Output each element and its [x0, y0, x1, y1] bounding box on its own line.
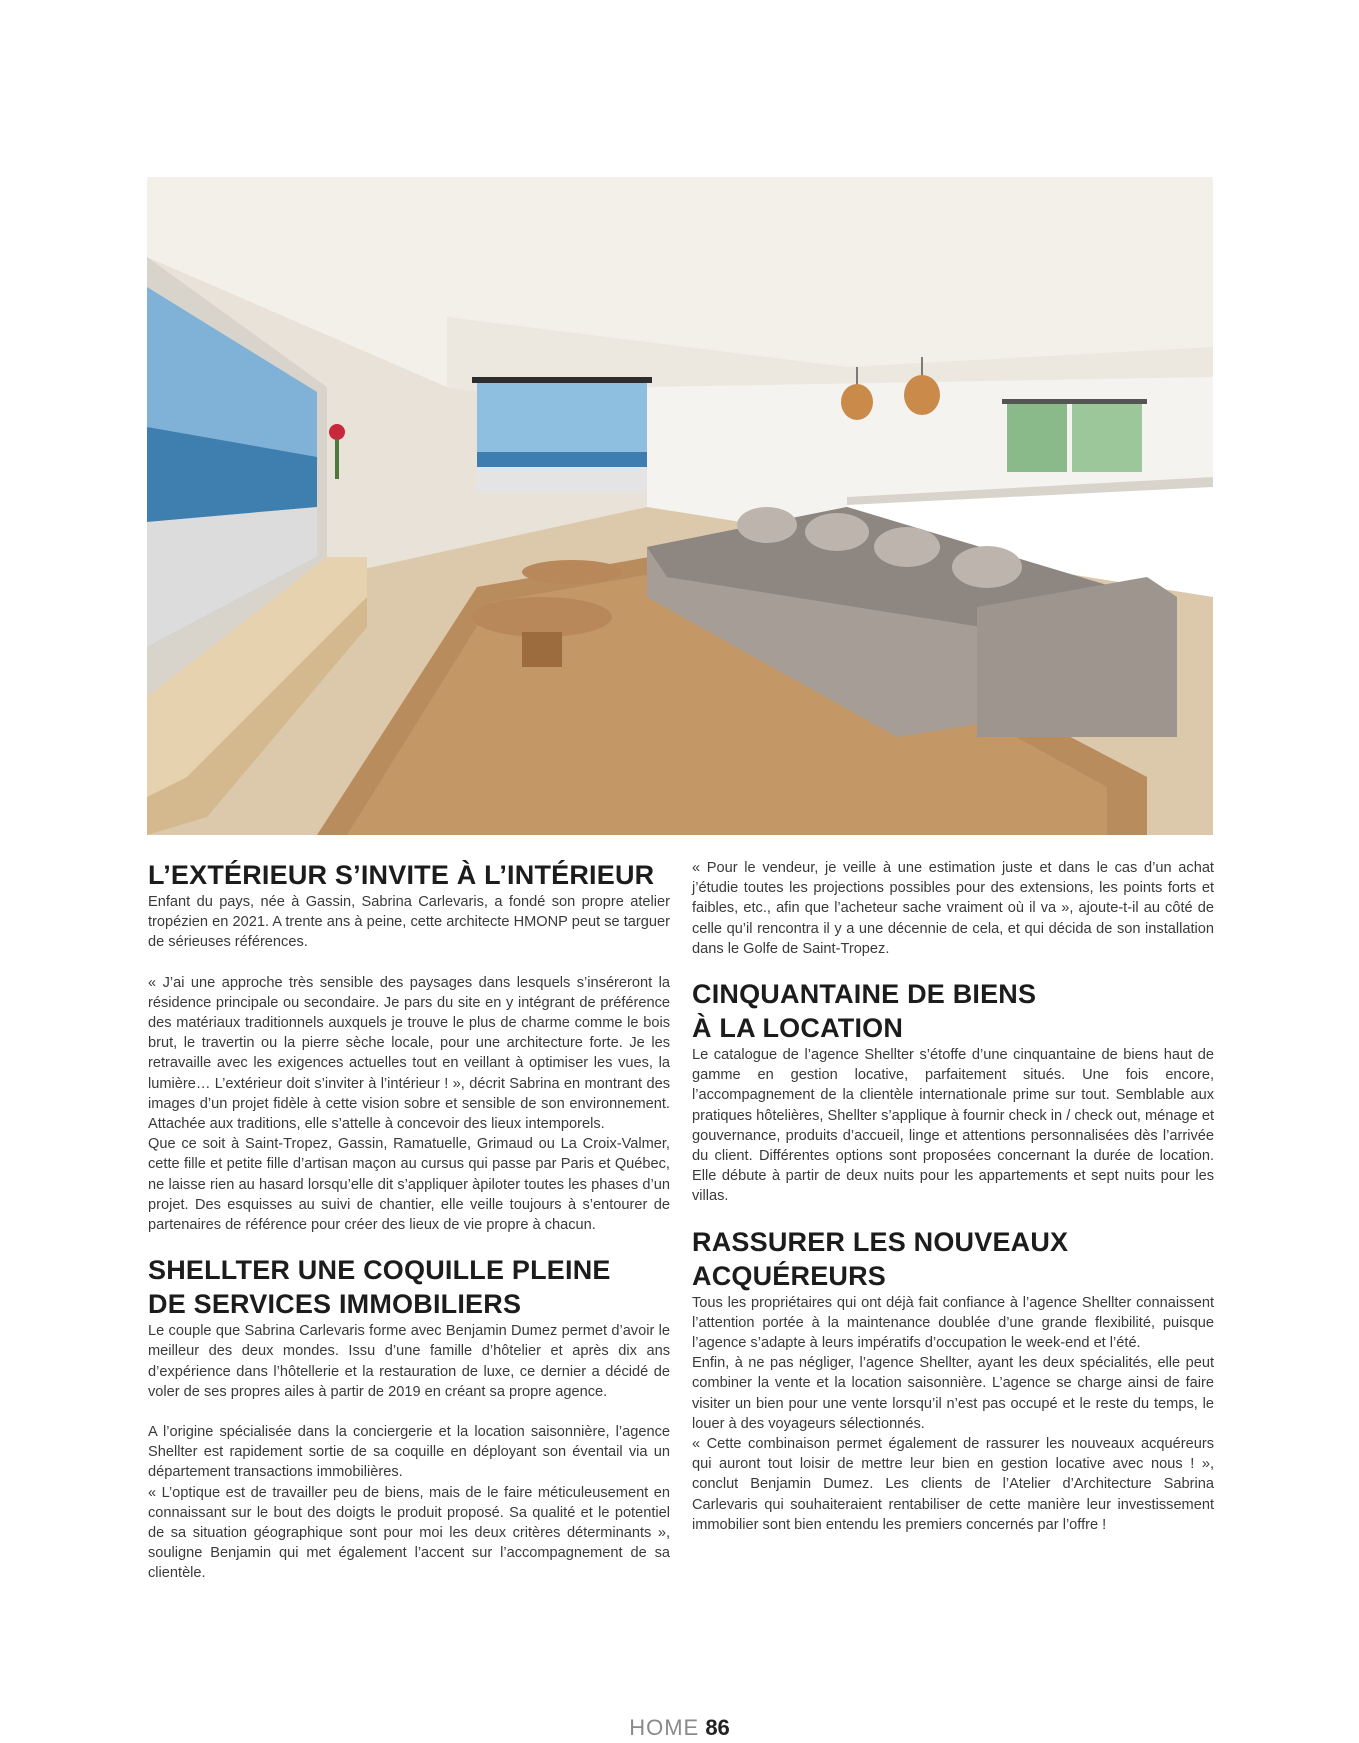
right-column — [692, 858, 1214, 1535]
heading-shellter — [148, 1253, 670, 1321]
heading-line: SHELLTER UNE COQUILLE PLEINE — [148, 1255, 611, 1286]
paragraph: Le couple que Sabrina Carlevaris forme avec Benjamin Dumez permet d’avoir le meilleur des deux mondes. Issu d’une famille d’hôtelier et après dix ans d’expérience dans l’hôtellerie et la restauration de luxe, ce dernier a décidé de voler de ses propres ailes à partir de 2019 en créant sa propre agence. — [148, 1323, 670, 1400]
page-number: 86 — [705, 1715, 730, 1740]
heading-line: CINQUANTAINE DE BIENS — [692, 979, 1037, 1010]
magazine-section: HOME — [629, 1715, 700, 1740]
paragraph: Que ce soit à Saint-Tropez, Gassin, Ramatuelle, Grimaud ou La Croix-Valmer, cette fille et petite fille d’artisan maçon au cursus qui passe par Paris et Québec, ne laisse rien au hasard lorsqu’elle dit s’appliquer àpiloter toutes les phases d’un projet. Des esquisses au suivi de chantier, elle veille toujours à s’entourer de partenaires de référence pour créer des lieux de vie propre à chacun. — [148, 1136, 670, 1234]
paragraph: « Cette combinaison permet également de rassurer les nouveaux acquéreurs qui auront tout loisir de mettre leur bien en gestion locative avec nous ! », conclut Benjamin Dumez. Les clients de l’Atelier d’Architecture Sabrina Carlevaris qui souhaiteraient rentabiliser de cette manière leur investissement immobilier sont bien entendu les premiers concernés par l’offre ! — [692, 1436, 1214, 1533]
heading-line: DE SERVICES IMMOBILIERS — [148, 1289, 522, 1320]
heading-rassurer — [692, 1225, 1214, 1293]
paragraph: A l’origine spécialisée dans la conciergerie et la location saisonnière, l’agence Shellter est rapidement sortie de sa coquille en déployant son éventail via un département transactions immobilières. — [148, 1424, 670, 1481]
heading-line: RASSURER LES NOUVEAUX — [692, 1226, 1069, 1257]
heading-line: ACQUÉREURS — [692, 1260, 887, 1291]
paragraph: Tous les propriétaires qui ont déjà fait confiance à l’agence Shellter connaissent l’attention portée à la maintenance doublée d’une grande flexibilité, puisque l’agence s’adapte à leurs impératifs d’occupation le week-end et l’été. — [692, 1294, 1214, 1352]
paragraph: « J’ai une approche très sensible des paysages dans lesquels s’inséreront la résidence principale ou secondaire. Je pars du site en y intégrant de préférence des matériaux traditionnels auxquels je trouve le plus de charme comme le bois brut, le travertin ou la pierre sèche locale, pour une architecture forte. Je les retravaille avec les exigences actuelles tout en veillant à optimiser les vues, la lumière… L’extérieur doit s’inviter à l’intérieur ! », décrit Sabrina en montrant des images d’un projet fidèle à cette vision sobre et sensible de son environnement. Attachée aux traditions, elle s’attelle à concevoir des lieux intemporels. — [148, 974, 670, 1133]
paragraph: Enfin, à ne pas négliger, l’agence Shellter, ayant les deux spécialités, elle peut combiner la vente et la location saisonnière. L’agence se charge ainsi de faire visiter un bien pour une vente lorsqu’il n’est pas occupé et le reste du temps, le louer à des voyageurs sélectionnés. — [692, 1355, 1214, 1432]
page-footer — [0, 1716, 1359, 1740]
left-column — [148, 858, 670, 1584]
heading-line: À LA LOCATION — [692, 1013, 904, 1044]
paragraph: « Pour le vendeur, je veille à une estimation juste et dans le cas d’un achat j’étudie toutes les projections possibles pour des extensions, les points forts et faibles, etc., afin que l’acheteur sache vraiment où il va », ajoute-t-il au côté de celle qu’il rencontra il y a une décennie de cela, et qui décida de son installation dans le Golfe de Saint-Tropez. — [692, 860, 1214, 957]
heading-cinquantaine — [692, 977, 1214, 1045]
paragraph: « L’optique est de travailler peu de biens, mais de le faire méticuleusement en connaissant sur le bout des doigts le produit proposé. Sa qualité et le potentiel de sa situation géographique sont pour moi les deux critères déterminants », souligne Benjamin qui met également l’accent sur l’accompagnement de sa clientèle. — [148, 1484, 670, 1582]
heading-exterieur: L’EXTÉRIEUR S’INVITE À L’INTÉRIEUR — [148, 860, 655, 890]
paragraph: Enfant du pays, née à Gassin, Sabrina Carlevaris, a fondé son propre atelier tropézien en 2021. A trente ans à peine, cette architecte HMONP peut se targuer de sérieuses références. — [148, 894, 670, 951]
living-room-photo — [147, 177, 1213, 835]
paragraph: Le catalogue de l’agence Shellter s’étoffe d’une cinquantaine de biens haut de gamme en gestion locative, parfaitement situés. Une fois encore, l’accompagnement de la clientèle internationale prime sur tout. Semblable aux pratiques hôtelières, Shellter s’applique à fournir check in / check out, ménage et gouvernance, produits d’accueil, linge et attentions personnalisées dès l’arrivée du client. Différentes options sont proposées concernant la durée de location. Elle débute à partir de deux nuits pour les appartements et sept nuits pour les villas. — [692, 1047, 1214, 1205]
living-room-illustration — [147, 177, 1213, 835]
